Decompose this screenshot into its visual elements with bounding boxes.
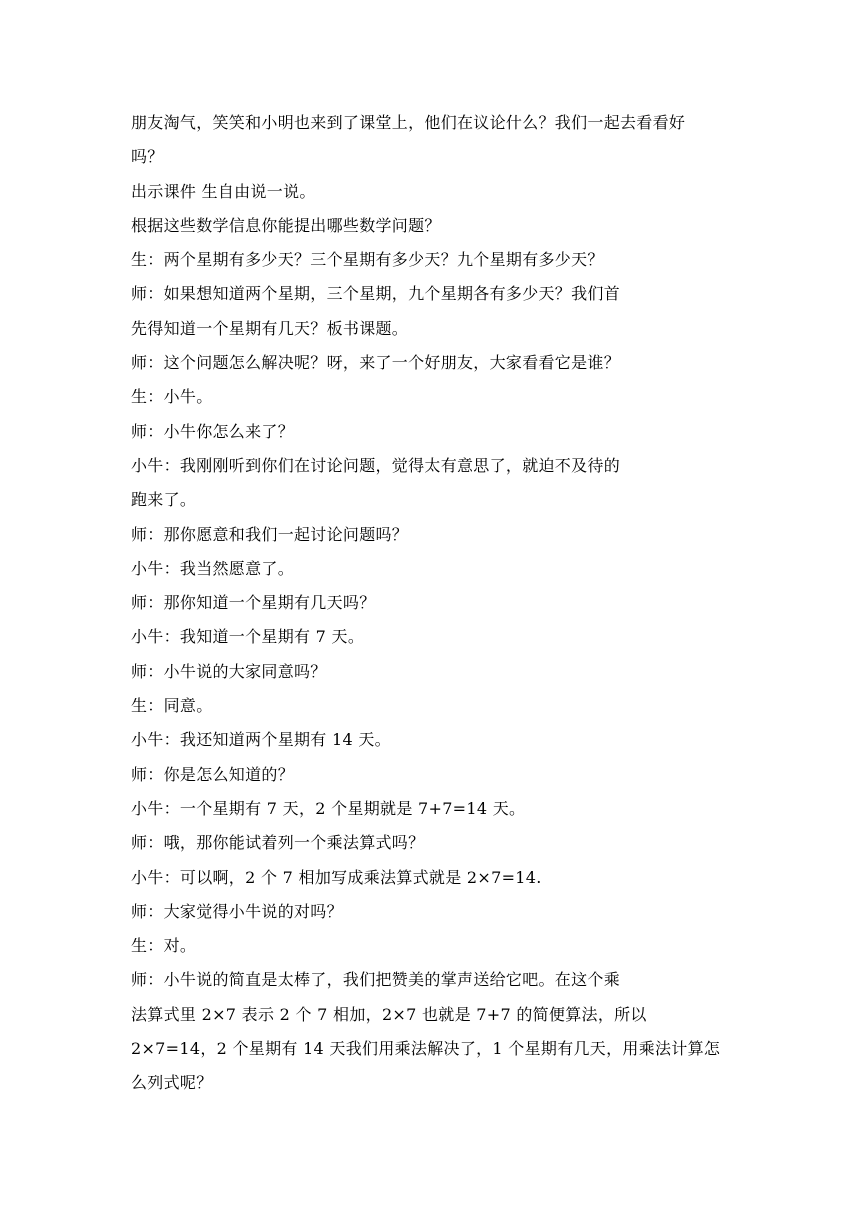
text-line: 吗？: [131, 147, 164, 167]
text-line: 生：对。: [131, 936, 197, 956]
text-line: 师：小牛说的简直是太棒了，我们把赞美的掌声送给它吧。在这个乘: [131, 970, 621, 990]
text-line: 师：哦，那你能试着列一个乘法算式吗？: [131, 833, 425, 853]
text-line: 法算式里 2×7 表示 2 个 7 相加，2×7 也就是 7+7 的简便算法，所以: [131, 1004, 647, 1024]
text-line: 小牛：我知道一个星期有 7 天。: [131, 627, 365, 647]
text-line: 小牛：我当然愿意了。: [131, 558, 295, 578]
text-line: 小牛：一个星期有 7 天，2 个星期就是 7+7=14 天。: [131, 798, 526, 818]
text-line: 师：小牛说的大家同意吗？: [131, 661, 327, 681]
text-line: 师：你是怎么知道的？: [131, 764, 295, 784]
text-line: 师：小牛你怎么来了？: [131, 421, 295, 441]
text-line: 根据这些数学信息你能提出哪些数学问题？: [131, 215, 441, 235]
text-line: 小牛：可以啊，2 个 7 相加写成乘法算式就是 2×7=14.: [131, 867, 542, 887]
text-line: 生：小牛。: [131, 387, 213, 407]
text-line: 生：两个星期有多少天？三个星期有多少天？九个星期有多少天？: [131, 250, 604, 270]
text-line: 朋友淘气，笑笑和小明也来到了课堂上，他们在议论什么？我们一起去看看好: [131, 113, 686, 132]
text-line: 先得知道一个星期有几天？板书课题。: [131, 318, 409, 338]
text-line: 么列式呢？: [131, 1073, 213, 1093]
text-line: 跑来了。: [131, 490, 197, 510]
text-line: 师：那你知道一个星期有几天吗？: [131, 593, 376, 613]
document-body: [131, 106, 741, 1101]
text-line: 小牛：我还知道两个星期有 14 天。: [131, 730, 391, 750]
text-line: 2×7=14，2 个星期有 14 天我们用乘法解决了，1 个星期有几天，用乘法计算怎: [131, 1039, 721, 1059]
text-line: 师：那你愿意和我们一起讨论问题吗？: [131, 524, 409, 544]
text-line: 小牛：我刚刚听到你们在讨论问题，觉得太有意思了，就迫不及待的: [131, 455, 621, 475]
text-line: 师：如果想知道两个星期，三个星期，九个星期各有多少天？我们首: [131, 284, 621, 304]
text-line: 师：大家觉得小牛说的对吗？: [131, 901, 343, 921]
text-line: 师：这个问题怎么解决呢？呀，来了一个好朋友，大家看看它是谁？: [131, 353, 621, 373]
text-line: 生：同意。: [131, 696, 213, 716]
text-line: 出示课件 生自由说一说。: [131, 181, 316, 201]
